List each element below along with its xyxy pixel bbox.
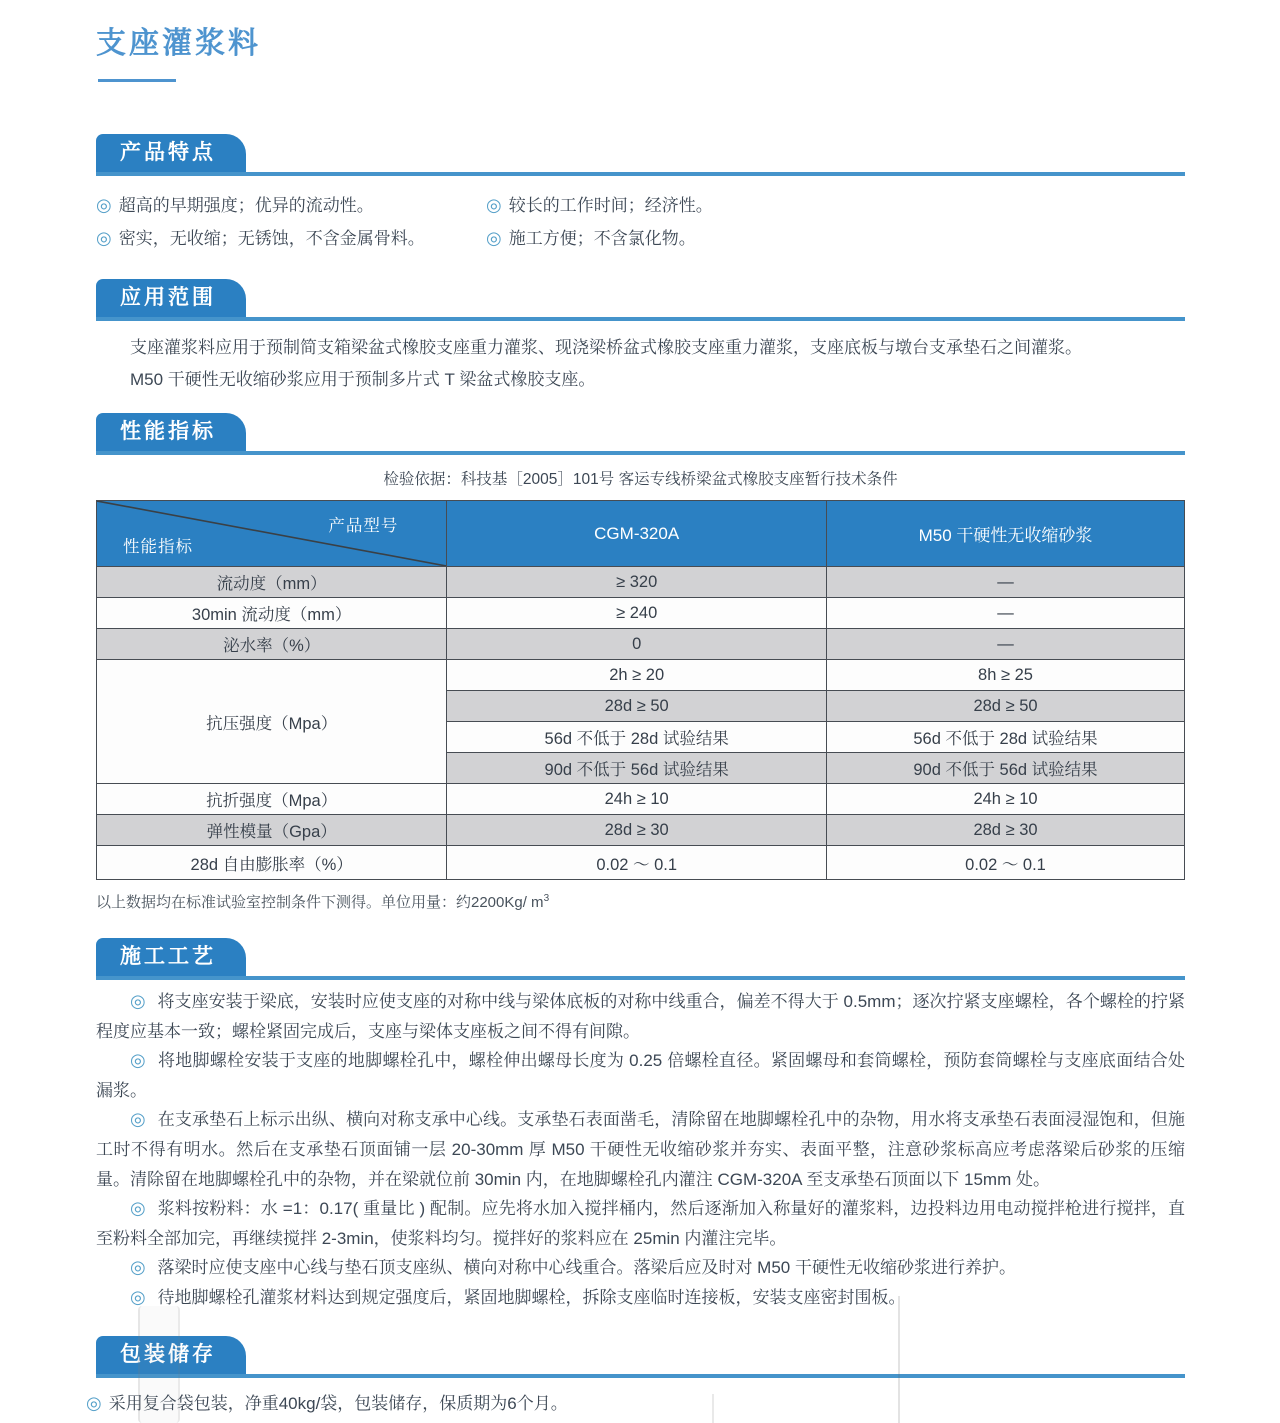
section-tab-features: 产品特点 — [96, 134, 246, 172]
construction-step-text: 落梁时应使支座中心线与垫石顶支座纵、横向对称中心线重合。落梁后应及时对 M50 干硬性无收缩砂浆进行养护。 — [157, 1258, 1016, 1278]
cell-cgm: ≥ 240 — [447, 598, 827, 629]
test-basis-note: 检验依据：科技基［2005］101号 客运专线桥梁盆式橡胶支座暂行技术条件 — [383, 471, 898, 488]
application-paragraph: M50 干硬性无收缩砂浆应用于预制多片式 T 梁盆式橡胶支座。 — [130, 370, 596, 389]
feature-item — [96, 222, 486, 255]
cell-cgm: 0 — [447, 629, 827, 660]
cell-m50: 28d ≥ 30 — [827, 815, 1185, 846]
section-performance-header — [96, 413, 1185, 455]
table-row — [97, 815, 1185, 846]
ring-bullet-icon: ◎ — [130, 1050, 146, 1071]
column-header-cgm320a: CGM-320A — [447, 501, 827, 567]
construction-step-text: 将支座安装于梁底，安装时应使支座的对称中线与梁体底板的对称中线重合，偏差不得大于 0.5mm；逐次拧紧支座螺栓，各个螺栓的拧紧程度应基本一致；螺栓紧固完成后，支座与梁体支座板之间不得有间隙。 — [96, 992, 1185, 1041]
cell-cgm: ≥ 320 — [447, 567, 827, 598]
cell-m50: 8h ≥ 25 — [827, 660, 1185, 691]
cell-cgm: 56d 不低于 28d 试验结果 — [447, 722, 827, 753]
ring-bullet-icon: ◎ — [130, 1198, 146, 1219]
feature-text: 密实，无收缩；无锈蚀，不含金属骨料。 — [118, 229, 425, 248]
column-header-m50: M50 干硬性无收缩砂浆 — [827, 501, 1185, 567]
section-applications-header — [96, 279, 1185, 321]
corner-label-performance-index: 性能指标 — [123, 538, 193, 556]
construction-step — [96, 1283, 1185, 1313]
ring-bullet-icon: ◎ — [486, 195, 502, 215]
features-list — [96, 189, 1185, 255]
ring-bullet-icon: ◎ — [486, 228, 502, 248]
section-construction-header — [96, 938, 1185, 980]
product-spec-page — [0, 18, 1280, 1419]
cell-m50: — — [827, 629, 1185, 660]
feature-item — [486, 222, 713, 255]
construction-step — [96, 1046, 1185, 1105]
cell-m50: — — [827, 598, 1185, 629]
ring-bullet-icon: ◎ — [130, 1286, 146, 1307]
feature-text: 较长的工作时间；经济性。 — [508, 196, 713, 215]
features-column-right — [486, 189, 713, 255]
construction-step-text: 待地脚螺栓孔灌浆材料达到规定强度后，紧固地脚螺栓，拆除支座临时连接板，安装支座密封围板。 — [157, 1287, 906, 1307]
cell-cgm: 2h ≥ 20 — [447, 660, 827, 691]
ring-bullet-icon: ◎ — [96, 195, 112, 215]
table-footnote — [96, 891, 1185, 912]
construction-step-text: 浆料按粉料：水 =1：0.17( 重量比 ) 配制。应先将水加入搅拌桶内，然后逐渐加入称量好的灌浆料，边投料边用电动搅拌枪进行搅拌，直至粉料全部加完，再继续搅拌 2-3min，使浆料均匀。搅拌好的浆料应在 25min 内灌注完毕。 — [96, 1199, 1185, 1248]
page-title: 支座灌浆料 — [96, 27, 261, 60]
application-paragraph: 支座灌浆料应用于预制简支箱梁盆式橡胶支座重力灌浆、现浇梁桥盆式橡胶支座重力灌浆，支座底板与墩台支承垫石之间灌浆。 — [130, 338, 1082, 357]
section-tab-construction: 施工工艺 — [96, 938, 246, 976]
cell-m50: 28d ≥ 50 — [827, 691, 1185, 722]
feature-item — [486, 189, 713, 222]
feature-item — [96, 189, 486, 222]
feature-text: 超高的早期强度；优异的流动性。 — [118, 196, 374, 215]
row-label: 28d 自由膨胀率（%） — [97, 846, 447, 880]
row-label: 30min 流动度（mm） — [97, 598, 447, 629]
features-column-left — [96, 189, 486, 255]
cell-m50: 90d 不低于 56d 试验结果 — [827, 753, 1185, 784]
construction-step-text: 将地脚螺栓安装于支座的地脚螺栓孔中，螺栓伸出螺母长度为 0.25 倍螺栓直径。紧固螺母和套筒螺栓，预防套筒螺栓与支座底面结合处漏浆。 — [96, 1051, 1185, 1100]
table-row — [97, 598, 1185, 629]
row-label: 弹性模量（Gpa） — [97, 815, 447, 846]
section-packaging-header — [96, 1336, 1185, 1378]
corner-label-product-model: 产品型号 — [328, 517, 399, 535]
construction-step — [96, 987, 1185, 1046]
ring-bullet-icon: ◎ — [130, 1257, 146, 1278]
cell-cgm: 24h ≥ 10 — [447, 784, 827, 815]
cell-cgm: 28d ≥ 30 — [447, 815, 827, 846]
table-row — [97, 567, 1185, 598]
cell-m50: 56d 不低于 28d 试验结果 — [827, 722, 1185, 753]
row-label: 流动度（mm） — [97, 567, 447, 598]
diagonal-header-cell — [97, 501, 447, 567]
cell-m50: 0.02 ～ 0.1 — [827, 846, 1185, 880]
packaging-text: 采用复合袋包装，净重40kg/袋，包装储存，保质期为6个月。 — [108, 1393, 568, 1413]
footnote-superscript: 3 — [543, 893, 550, 904]
construction-step — [96, 1194, 1185, 1253]
cell-m50: 24h ≥ 10 — [827, 784, 1185, 815]
ring-bullet-icon: ◎ — [86, 1392, 102, 1413]
packaging-body — [86, 1388, 1185, 1419]
table-row — [97, 660, 1185, 691]
ring-bullet-icon: ◎ — [96, 228, 112, 248]
table-header-row — [97, 501, 1185, 567]
cell-cgm: 0.02 ～ 0.1 — [447, 846, 827, 880]
ring-bullet-icon: ◎ — [130, 991, 146, 1011]
table-row — [97, 784, 1185, 815]
construction-step — [96, 1253, 1185, 1283]
section-tab-packaging: 包装储存 — [96, 1336, 246, 1374]
row-label: 抗折强度（Mpa） — [97, 784, 447, 815]
ring-bullet-icon: ◎ — [130, 1109, 146, 1130]
row-label: 泌水率（%） — [97, 629, 447, 660]
construction-body — [96, 987, 1185, 1313]
applications-body — [96, 332, 1185, 396]
section-tab-performance: 性能指标 — [96, 413, 246, 451]
table-row — [97, 846, 1185, 880]
section-features-header — [96, 134, 1185, 176]
cell-cgm: 90d 不低于 56d 试验结果 — [447, 753, 827, 784]
cell-cgm: 28d ≥ 50 — [447, 691, 827, 722]
footnote-text: 以上数据均在标准试验室控制条件下测得。单位用量：约2200Kg/ m — [96, 894, 544, 911]
table-row — [97, 629, 1185, 660]
construction-step-text: 在支承垫石上标示出纵、横向对称支承中心线。支承垫石表面凿毛，清除留在地脚螺栓孔中的杂物，用水将支承垫石表面浸湿饱和，但施工时不得有明水。然后在支承垫石顶面铺一层 20-30mm 厚 M50 干硬性无收缩砂浆并夯实、表面平整，注意砂浆标高应考虑落梁后砂浆的压缩量。清除留在地脚螺栓孔中的杂物，并在梁就位前 30min 内，在地脚螺栓孔内灌注 CGM-320A 至支承垫石顶面以下 15mm 处。 — [96, 1110, 1185, 1189]
section-tab-applications: 应用范围 — [96, 279, 246, 317]
performance-table — [96, 500, 1185, 880]
title-underline — [98, 79, 176, 82]
cell-m50: — — [827, 567, 1185, 598]
feature-text: 施工方便；不含氯化物。 — [508, 229, 696, 248]
construction-step — [96, 1105, 1185, 1194]
row-label-compressive-strength: 抗压强度（Mpa） — [97, 660, 447, 784]
